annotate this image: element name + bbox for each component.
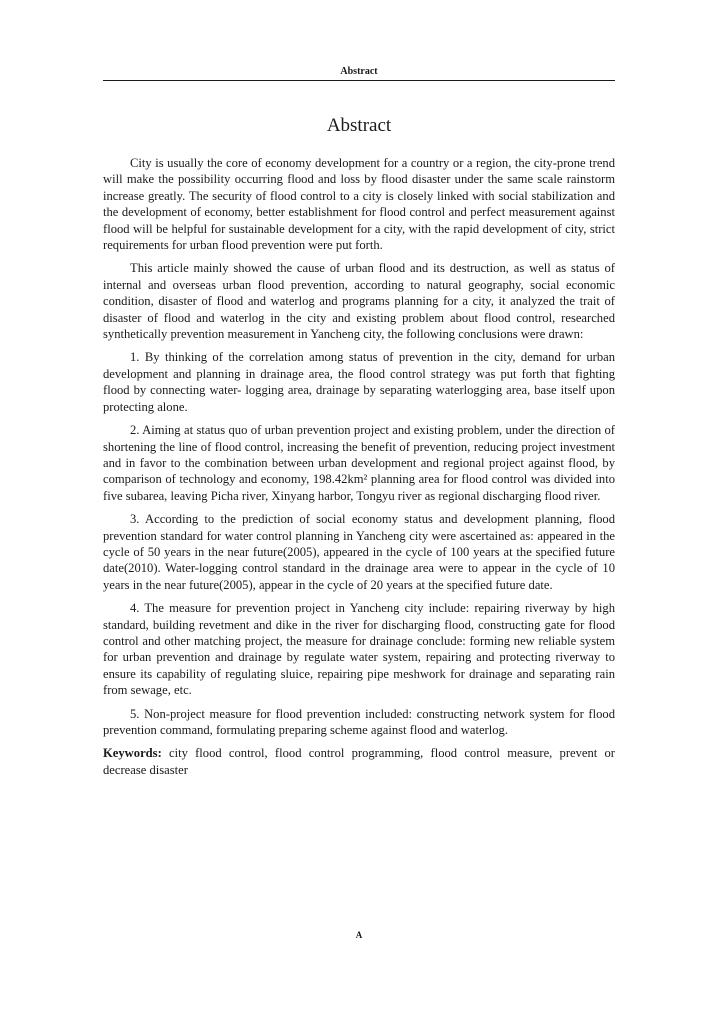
page-title: Abstract xyxy=(326,115,392,136)
keywords-line xyxy=(103,745,615,778)
paragraph-intro: City is usually the core of economy development for a country or a region, the city-prone trend will make the possibility occurring flood and loss by flood disaster under the same scale rainstorm increase greatly. The security of flood control to a city is closely linked with social stabilization and the development of economy, better establishment for flood control and perfect measurement against flood will be helpful for sustainable development for a city, with the rapid development of city, strict requirements for urban flood prevention were put forth. xyxy=(103,156,615,253)
conclusion-4: 4. The measure for prevention project in Yancheng city include: repairing riverway by high standard, building revetment and dike in the river for discharging flood, constructing gate for flood control and other matching project, the measure for drainage conclude: forming new reliable system for urban prevention and drainage by regulate water system, repairing and protecting riverway to ensure its capability of regulating sluice, repairing pipe meshwork for drainage and separating rain from sewage, etc. xyxy=(103,601,615,698)
abstract-body xyxy=(103,155,615,785)
keywords-label: Keywords: xyxy=(103,746,162,761)
conclusion-2: 2. Aiming at status quo of urban prevention project and existing problem, under the direction of shortening the line of flood control, increasing the benefit of prevention, reducing project investment and in favor to the combination between urban development and regional project against flood, by comparison of technology and economy, 198.42km² planning area for flood control was divided into five subarea, leaving Picha river, Xinyang harbor, Tongyu river as regional discharging flood river. xyxy=(103,423,615,503)
conclusion-3: 3. According to the prediction of social economy status and development planning, flood prevention standard for water control planning in Yancheng city were ascertained as: appeared in the cycle of 50 years in the near future(2005), appeared in the cycle of 100 years at the specified future date(2010). Water-logging control standard in the drainage area were to appear in the cycle of 10 years in the near future(2005), appear in the cycle of 20 years at the specified future date. xyxy=(103,512,615,592)
paragraph-summary: This article mainly showed the cause of urban flood and its destruction, as well as status of internal and overseas urban flood prevention, according to natural geography, social economic condition, disaster of flood and waterlog and programs planning for a city, it analyzed the trait of disaster of flood and waterlog in the city and existing problem about flood control, researched synthetically prevention measurement in Yancheng city, the following conclusions were drawn: xyxy=(103,261,615,342)
page-number: A xyxy=(355,930,363,940)
keywords-text: city flood control, flood control programming, flood control measure, prevent or decrease disaster xyxy=(103,746,615,777)
running-header: Abstract xyxy=(340,66,378,77)
conclusion-5: 5. Non-project measure for flood prevention included: constructing network system for flood prevention command, formulating preparing scheme against flood and waterlog. xyxy=(103,706,615,737)
conclusion-1: 1. By thinking of the correlation among status of prevention in the city, demand for urban development and planning in drainage area, the flood control strategy was put forth that fighting flood by connecting water- logging area, drainage by separating waterlogging area, base itself upon protecting alone. xyxy=(103,350,615,414)
header-rule xyxy=(103,80,615,81)
